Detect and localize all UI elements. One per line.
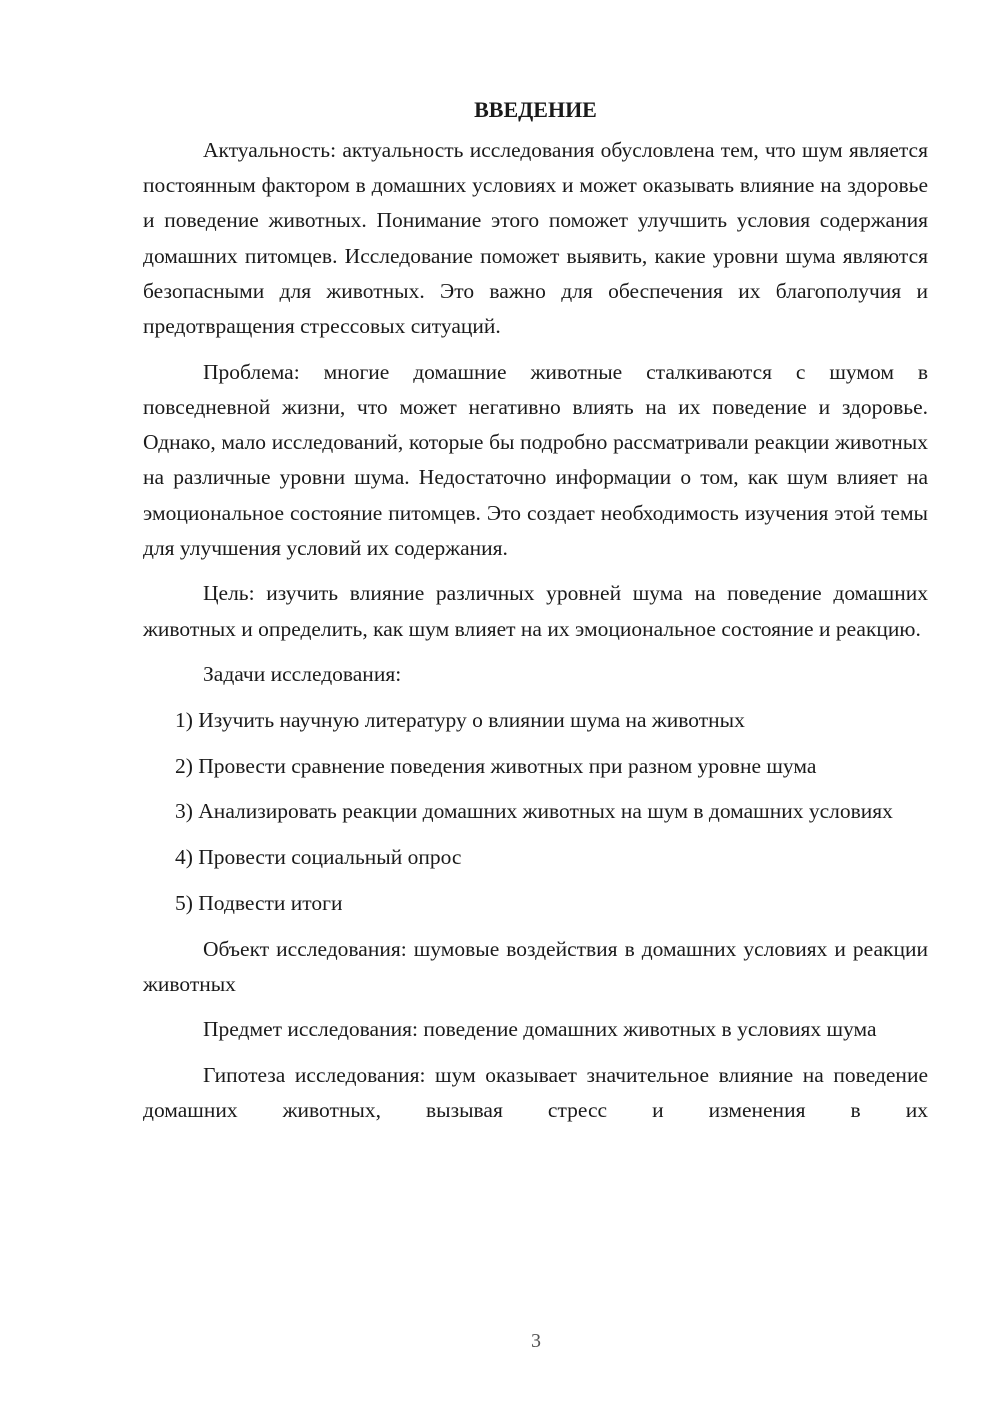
page-title: ВВЕДЕНИЕ: [474, 97, 597, 122]
paragraph-hypothesis: Гипотеза исследования: шум оказывает значительное влияние на поведение домашних животных, вызывая стресс и изменения в их: [143, 1063, 928, 1123]
tasks-heading: Задачи исследования:: [203, 662, 402, 687]
paragraph-relevance: Актуальность: актуальность исследования обусловлена тем, что шум является постоянным фактором в домашних условиях и может оказывать влияние на здоровье и поведение животных. Понимание этого поможет улучшить условия содержания домашних питомцев. Исследование поможет выявить, какие уровни шума являются безопасными для животных. Это важно для обеспечения их благополучия и предотвращения стрессовых ситуаций.: [143, 138, 928, 339]
paragraph-problem: Проблема: многие домашние животные сталкиваются с шумом в повседневной жизни, что может негативно влиять на их поведение и здоровье. Однако, мало исследований, которые бы подробно рассматривали реакции животных на различные уровни шума. Недостаточно информации о том, как шум влияет на эмоциональное состояние питомцев. Это создает необходимость изучения этой темы для улучшения условий их содержания.: [143, 359, 928, 560]
task-item: 2) Провести сравнение поведения животных при разном уровне шума: [175, 753, 817, 778]
task-item: 4) Провести социальный опрос: [175, 845, 462, 870]
task-item: 1) Изучить научную литературу о влиянии шума на животных: [175, 708, 745, 733]
task-item: 5) Подвести итоги: [175, 890, 343, 915]
paragraph-goal: Цель: изучить влияние различных уровней шума на поведение домашних животных и определить, как шум влияет на их эмоциональное состояние и реакцию.: [143, 581, 928, 641]
paragraph-object: Объект исследования: шумовые воздействия в домашних условиях и реакции животных: [143, 936, 928, 996]
page-number: 3: [531, 1330, 541, 1352]
paragraph-subject: Предмет исследования: поведение домашних животных в условиях шума: [203, 1017, 877, 1042]
task-item: 3) Анализировать реакции домашних животных на шум в домашних условиях: [175, 799, 893, 824]
page-content: [143, 92, 928, 1139]
